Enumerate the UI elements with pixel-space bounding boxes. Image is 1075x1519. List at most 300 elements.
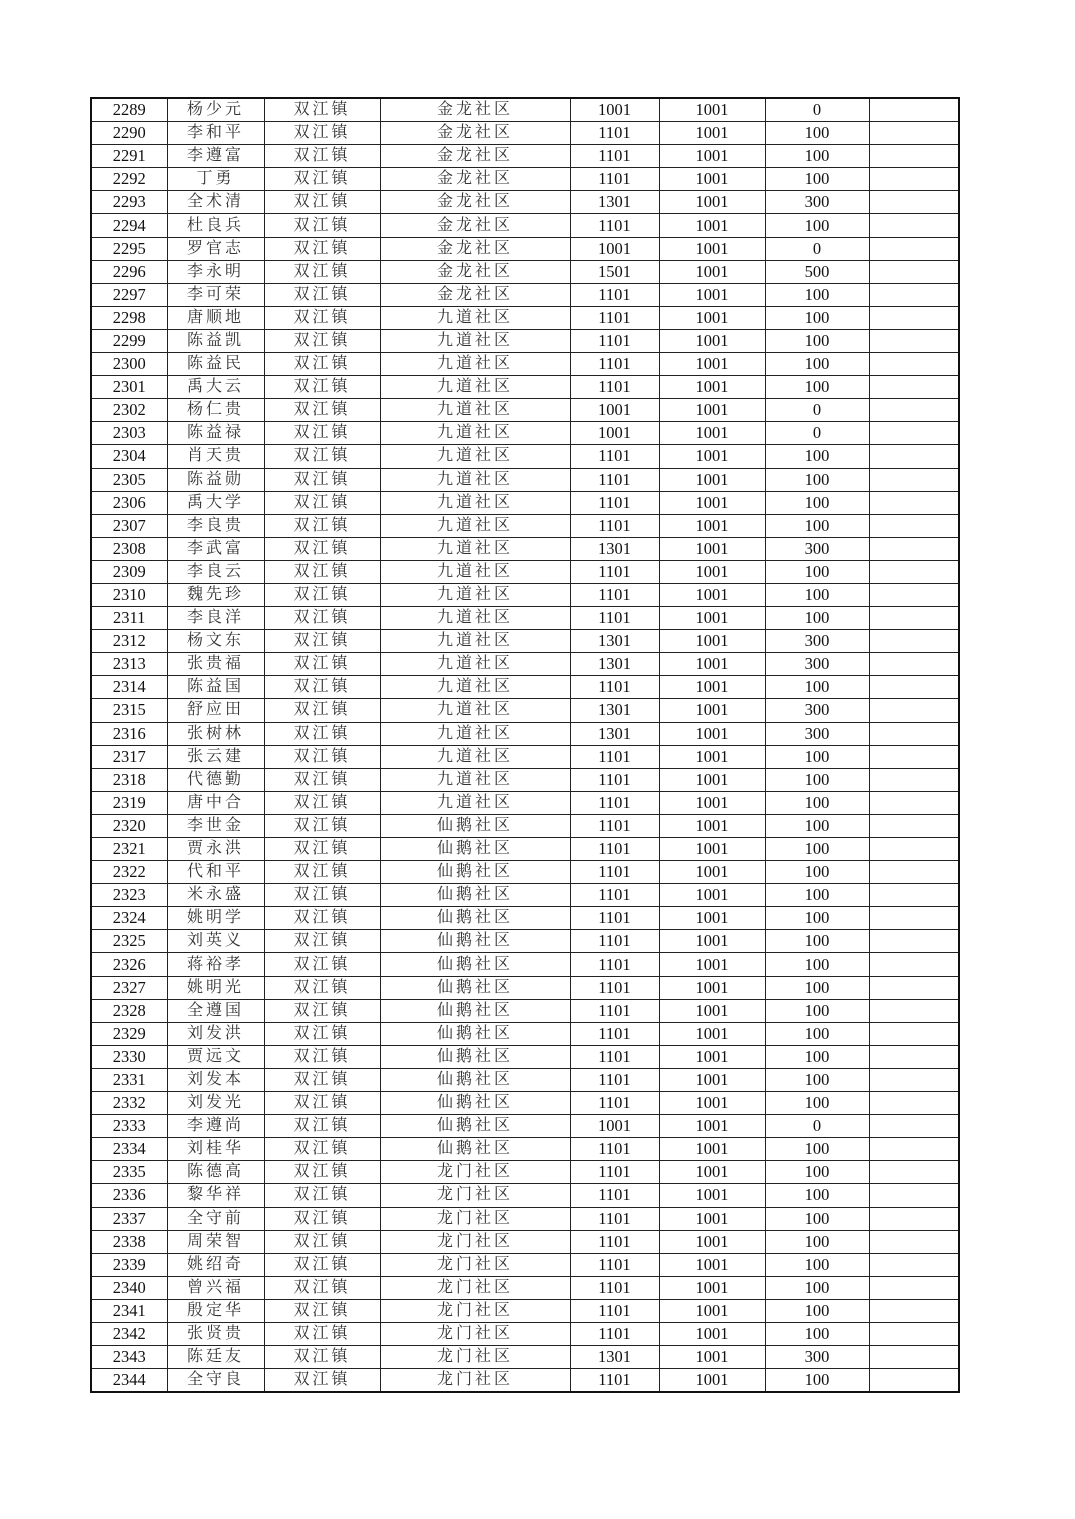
cell-seq: 2312 [91,630,167,653]
table-row [91,768,959,791]
cell-name: 贾永洪 [167,838,264,861]
cell-town: 双江镇 [264,1068,380,1091]
cell-amount: 100 [765,283,869,306]
cell-seq: 2338 [91,1230,167,1253]
cell-community: 龙门社区 [380,1369,570,1393]
table-row [91,838,959,861]
cell-seq: 2331 [91,1068,167,1091]
cell-name: 陈廷友 [167,1346,264,1369]
cell-name: 姚绍奇 [167,1253,264,1276]
table-row [91,1184,959,1207]
cell-remark [869,237,959,260]
table-row [91,1299,959,1322]
cell-amount: 300 [765,630,869,653]
cell-remark [869,976,959,999]
cell-remark [869,1299,959,1322]
table-row [91,583,959,606]
cell-remark [869,145,959,168]
table-body [91,98,959,1392]
table-row [91,214,959,237]
cell-seq: 2309 [91,560,167,583]
cell-seq: 2306 [91,491,167,514]
cell-remark [869,468,959,491]
cell-amount: 100 [765,1184,869,1207]
cell-remark [869,306,959,329]
cell-amount: 100 [765,1207,869,1230]
cell-community: 仙鹅社区 [380,1045,570,1068]
cell-town: 双江镇 [264,537,380,560]
cell-seq: 2328 [91,999,167,1022]
table-row [91,1276,959,1299]
cell-value-a: 1101 [570,1299,659,1322]
cell-community: 九道社区 [380,468,570,491]
cell-value-b: 1001 [659,999,765,1022]
cell-community: 金龙社区 [380,191,570,214]
cell-amount: 0 [765,1115,869,1138]
cell-community: 仙鹅社区 [380,1138,570,1161]
cell-amount: 100 [765,468,869,491]
cell-amount: 100 [765,768,869,791]
cell-name: 陈益勋 [167,468,264,491]
cell-name: 唐中合 [167,791,264,814]
cell-name: 肖天贵 [167,445,264,468]
cell-amount: 100 [765,168,869,191]
cell-seq: 2342 [91,1322,167,1345]
cell-seq: 2293 [91,191,167,214]
cell-town: 双江镇 [264,122,380,145]
cell-town: 双江镇 [264,722,380,745]
cell-name: 陈益国 [167,676,264,699]
cell-value-a: 1101 [570,907,659,930]
cell-amount: 100 [765,514,869,537]
cell-value-b: 1001 [659,676,765,699]
cell-name: 贾远文 [167,1045,264,1068]
cell-value-b: 1001 [659,884,765,907]
table-row [91,445,959,468]
cell-community: 龙门社区 [380,1322,570,1345]
cell-seq: 2316 [91,722,167,745]
cell-remark [869,1115,959,1138]
cell-value-b: 1001 [659,722,765,745]
cell-value-b: 1001 [659,861,765,884]
cell-seq: 2298 [91,306,167,329]
table-row [91,676,959,699]
cell-community: 金龙社区 [380,283,570,306]
cell-value-a: 1101 [570,976,659,999]
cell-town: 双江镇 [264,329,380,352]
cell-name: 李和平 [167,122,264,145]
cell-remark [869,676,959,699]
cell-name: 杜良兵 [167,214,264,237]
cell-value-a: 1101 [570,560,659,583]
table-row [91,745,959,768]
table-row [91,1068,959,1091]
cell-value-a: 1101 [570,1068,659,1091]
cell-seq: 2336 [91,1184,167,1207]
cell-name: 杨文东 [167,630,264,653]
cell-community: 金龙社区 [380,237,570,260]
cell-remark [869,353,959,376]
cell-remark [869,122,959,145]
cell-town: 双江镇 [264,791,380,814]
cell-name: 曾兴福 [167,1276,264,1299]
cell-remark [869,399,959,422]
cell-name: 李永明 [167,260,264,283]
cell-community: 龙门社区 [380,1161,570,1184]
cell-name: 李遵富 [167,145,264,168]
cell-value-b: 1001 [659,1276,765,1299]
cell-community: 九道社区 [380,399,570,422]
table-row [91,1346,959,1369]
cell-amount: 100 [765,1022,869,1045]
cell-value-b: 1001 [659,1207,765,1230]
cell-community: 九道社区 [380,699,570,722]
cell-amount: 100 [765,1092,869,1115]
table-row [91,306,959,329]
cell-town: 双江镇 [264,1161,380,1184]
cell-community: 龙门社区 [380,1230,570,1253]
cell-value-b: 1001 [659,814,765,837]
cell-community: 龙门社区 [380,1346,570,1369]
table-row [91,884,959,907]
cell-town: 双江镇 [264,237,380,260]
table-row [91,1230,959,1253]
cell-amount: 0 [765,237,869,260]
cell-value-a: 1101 [570,168,659,191]
cell-value-b: 1001 [659,1068,765,1091]
cell-town: 双江镇 [264,745,380,768]
cell-town: 双江镇 [264,699,380,722]
cell-amount: 100 [765,1138,869,1161]
cell-remark [869,583,959,606]
cell-value-b: 1001 [659,583,765,606]
cell-remark [869,283,959,306]
cell-amount: 100 [765,491,869,514]
cell-amount: 300 [765,699,869,722]
cell-value-b: 1001 [659,260,765,283]
cell-town: 双江镇 [264,1138,380,1161]
cell-value-a: 1101 [570,306,659,329]
cell-value-a: 1301 [570,722,659,745]
cell-seq: 2291 [91,145,167,168]
cell-value-a: 1101 [570,376,659,399]
cell-value-b: 1001 [659,1346,765,1369]
cell-name: 李良贵 [167,514,264,537]
cell-remark [869,1184,959,1207]
cell-name: 禹大云 [167,376,264,399]
cell-name: 刘英义 [167,930,264,953]
cell-name: 张云建 [167,745,264,768]
cell-name: 丁勇 [167,168,264,191]
cell-value-a: 1101 [570,1161,659,1184]
cell-amount: 100 [765,838,869,861]
cell-community: 龙门社区 [380,1299,570,1322]
cell-name: 罗官志 [167,237,264,260]
cell-community: 仙鹅社区 [380,884,570,907]
cell-remark [869,768,959,791]
table-row [91,1322,959,1345]
cell-name: 李武富 [167,537,264,560]
cell-seq: 2332 [91,1092,167,1115]
cell-seq: 2304 [91,445,167,468]
table-row [91,283,959,306]
cell-community: 九道社区 [380,630,570,653]
cell-community: 仙鹅社区 [380,907,570,930]
cell-name: 姚明学 [167,907,264,930]
cell-community: 九道社区 [380,376,570,399]
cell-name: 殷定华 [167,1299,264,1322]
cell-value-b: 1001 [659,491,765,514]
cell-name: 禹大学 [167,491,264,514]
cell-community: 仙鹅社区 [380,976,570,999]
cell-amount: 100 [765,999,869,1022]
cell-value-a: 1101 [570,1184,659,1207]
cell-value-b: 1001 [659,98,765,122]
cell-name: 张树林 [167,722,264,745]
cell-value-a: 1101 [570,607,659,630]
cell-seq: 2296 [91,260,167,283]
cell-town: 双江镇 [264,1369,380,1393]
table-row [91,791,959,814]
cell-community: 九道社区 [380,791,570,814]
cell-community: 仙鹅社区 [380,838,570,861]
table-row [91,930,959,953]
cell-name: 舒应田 [167,699,264,722]
cell-town: 双江镇 [264,607,380,630]
cell-town: 双江镇 [264,1045,380,1068]
cell-value-a: 1101 [570,999,659,1022]
cell-remark [869,1369,959,1393]
cell-value-b: 1001 [659,1022,765,1045]
cell-town: 双江镇 [264,1115,380,1138]
cell-community: 九道社区 [380,676,570,699]
cell-remark [869,1253,959,1276]
cell-name: 全守良 [167,1369,264,1393]
table-row [91,260,959,283]
cell-amount: 100 [765,1045,869,1068]
cell-community: 仙鹅社区 [380,814,570,837]
cell-value-b: 1001 [659,1253,765,1276]
cell-name: 全守前 [167,1207,264,1230]
cell-value-b: 1001 [659,976,765,999]
cell-amount: 0 [765,98,869,122]
cell-seq: 2344 [91,1369,167,1393]
cell-seq: 2305 [91,468,167,491]
cell-town: 双江镇 [264,1322,380,1345]
cell-value-a: 1101 [570,1022,659,1045]
cell-value-a: 1101 [570,838,659,861]
cell-seq: 2299 [91,329,167,352]
cell-community: 九道社区 [380,722,570,745]
cell-value-a: 1101 [570,1253,659,1276]
cell-community: 仙鹅社区 [380,1068,570,1091]
cell-town: 双江镇 [264,1230,380,1253]
cell-amount: 0 [765,399,869,422]
cell-town: 双江镇 [264,306,380,329]
cell-amount: 100 [765,607,869,630]
cell-remark [869,445,959,468]
cell-value-a: 1001 [570,1115,659,1138]
cell-value-b: 1001 [659,607,765,630]
cell-value-a: 1101 [570,445,659,468]
cell-seq: 2335 [91,1161,167,1184]
cell-amount: 100 [765,1161,869,1184]
cell-town: 双江镇 [264,630,380,653]
table-row [91,976,959,999]
cell-remark [869,168,959,191]
cell-amount: 100 [765,560,869,583]
cell-town: 双江镇 [264,838,380,861]
cell-seq: 2292 [91,168,167,191]
cell-value-b: 1001 [659,399,765,422]
cell-remark [869,98,959,122]
cell-value-a: 1101 [570,791,659,814]
cell-remark [869,537,959,560]
cell-value-a: 1301 [570,630,659,653]
cell-town: 双江镇 [264,376,380,399]
cell-community: 金龙社区 [380,98,570,122]
cell-value-a: 1101 [570,122,659,145]
cell-town: 双江镇 [264,514,380,537]
cell-remark [869,1346,959,1369]
table-row [91,953,959,976]
cell-value-a: 1101 [570,1322,659,1345]
cell-town: 双江镇 [264,999,380,1022]
cell-community: 九道社区 [380,491,570,514]
cell-value-b: 1001 [659,1092,765,1115]
cell-town: 双江镇 [264,491,380,514]
cell-seq: 2318 [91,768,167,791]
cell-community: 九道社区 [380,514,570,537]
cell-value-b: 1001 [659,376,765,399]
table-row [91,861,959,884]
cell-community: 九道社区 [380,560,570,583]
cell-amount: 100 [765,445,869,468]
cell-value-b: 1001 [659,283,765,306]
cell-remark [869,722,959,745]
cell-remark [869,653,959,676]
cell-value-a: 1301 [570,191,659,214]
cell-community: 龙门社区 [380,1207,570,1230]
cell-value-b: 1001 [659,699,765,722]
cell-name: 唐顺地 [167,306,264,329]
cell-remark [869,699,959,722]
cell-value-a: 1101 [570,1230,659,1253]
table-row [91,907,959,930]
cell-value-b: 1001 [659,745,765,768]
cell-remark [869,814,959,837]
cell-community: 九道社区 [380,768,570,791]
cell-town: 双江镇 [264,1253,380,1276]
cell-name: 周荣智 [167,1230,264,1253]
cell-town: 双江镇 [264,1299,380,1322]
cell-amount: 100 [765,583,869,606]
table-row [91,653,959,676]
cell-seq: 2320 [91,814,167,837]
cell-name: 刘发洪 [167,1022,264,1045]
cell-community: 龙门社区 [380,1253,570,1276]
cell-community: 九道社区 [380,745,570,768]
cell-community: 九道社区 [380,607,570,630]
cell-name: 全遵国 [167,999,264,1022]
cell-seq: 2324 [91,907,167,930]
cell-seq: 2329 [91,1022,167,1045]
cell-remark [869,491,959,514]
cell-remark [869,1276,959,1299]
cell-value-b: 1001 [659,560,765,583]
cell-town: 双江镇 [264,583,380,606]
cell-name: 陈益凯 [167,329,264,352]
cell-name: 陈德高 [167,1161,264,1184]
cell-value-b: 1001 [659,353,765,376]
table-row [91,630,959,653]
cell-name: 姚明光 [167,976,264,999]
cell-value-b: 1001 [659,468,765,491]
cell-name: 李良云 [167,560,264,583]
cell-value-a: 1101 [570,814,659,837]
cell-seq: 2319 [91,791,167,814]
cell-community: 龙门社区 [380,1276,570,1299]
cell-value-b: 1001 [659,1184,765,1207]
cell-amount: 300 [765,537,869,560]
cell-community: 九道社区 [380,537,570,560]
table-row [91,145,959,168]
table-row [91,514,959,537]
cell-community: 仙鹅社区 [380,1115,570,1138]
cell-seq: 2307 [91,514,167,537]
cell-seq: 2325 [91,930,167,953]
cell-value-a: 1101 [570,884,659,907]
cell-town: 双江镇 [264,976,380,999]
cell-town: 双江镇 [264,168,380,191]
cell-community: 仙鹅社区 [380,930,570,953]
cell-value-a: 1501 [570,260,659,283]
cell-value-a: 1101 [570,1092,659,1115]
cell-value-a: 1101 [570,1045,659,1068]
cell-amount: 100 [765,122,869,145]
cell-town: 双江镇 [264,1022,380,1045]
cell-remark [869,1045,959,1068]
cell-name: 代德勤 [167,768,264,791]
cell-seq: 2340 [91,1276,167,1299]
cell-remark [869,838,959,861]
cell-value-a: 1101 [570,491,659,514]
table-row [91,98,959,122]
cell-value-b: 1001 [659,653,765,676]
cell-town: 双江镇 [264,445,380,468]
cell-amount: 100 [765,1230,869,1253]
cell-town: 双江镇 [264,98,380,122]
cell-seq: 2313 [91,653,167,676]
cell-value-b: 1001 [659,422,765,445]
cell-amount: 100 [765,1068,869,1091]
cell-remark [869,1068,959,1091]
cell-remark [869,930,959,953]
cell-town: 双江镇 [264,1184,380,1207]
cell-remark [869,745,959,768]
cell-community: 龙门社区 [380,1184,570,1207]
cell-amount: 100 [765,306,869,329]
cell-seq: 2314 [91,676,167,699]
cell-value-b: 1001 [659,537,765,560]
cell-value-b: 1001 [659,1299,765,1322]
cell-remark [869,791,959,814]
cell-value-a: 1101 [570,768,659,791]
cell-remark [869,1322,959,1345]
cell-remark [869,1230,959,1253]
cell-name: 黎华祥 [167,1184,264,1207]
cell-seq: 2337 [91,1207,167,1230]
